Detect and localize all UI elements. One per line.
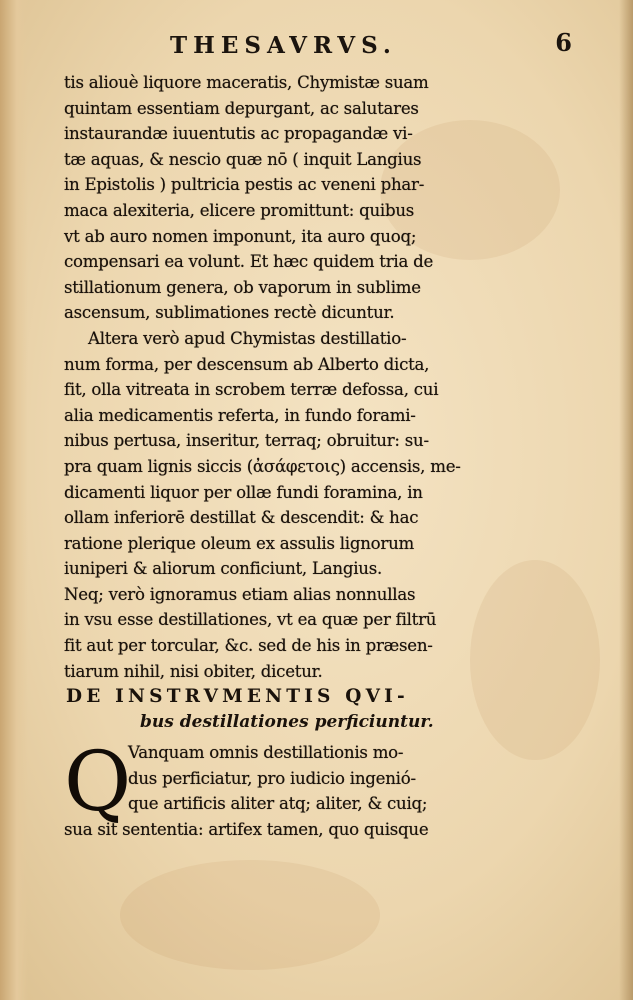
- text-line: stillationum genera, ob vaporum in sublime: [64, 277, 421, 297]
- text-line: num forma, per descensum ab Alberto dicta,: [64, 354, 430, 374]
- text-line: alia medicamentis referta, in fundo forami-: [64, 405, 416, 425]
- text-line: iuniperi & aliorum conficiunt, Langius.: [64, 559, 382, 579]
- text-line: instaurandæ iuuentutis ac propagandæ vi-: [64, 124, 413, 144]
- text-line: sua sit sententia: artifex tamen, quo quisque: [64, 819, 429, 839]
- text-line: vt ab auro nomen imponunt, ita auro quoq;: [64, 226, 417, 246]
- running-head: THESAVRVS.: [170, 32, 397, 59]
- text-line: nibus pertusa, inseritur, terraq; obruitur: su-: [64, 431, 429, 451]
- text-line: fit aut per torcular, &c. sed de his in præsen-: [64, 636, 433, 656]
- text-line: ascensum, sublimationes rectè dicuntur.: [64, 303, 395, 323]
- text-line: in vsu esse destillationes, vt ea quæ per filtrū: [64, 610, 437, 630]
- paragraph-start-line: Altera verò apud Chymistas destillatio-: [88, 328, 407, 348]
- text-line: dicamenti liquor per ollæ fundi foramina, in: [64, 482, 423, 502]
- text-line: que artificis aliter atq; aliter, & cuiq;: [128, 794, 428, 814]
- drop-cap: Q: [64, 735, 132, 830]
- text-line: ratione plerique oleum ex assulis lignorum: [64, 533, 415, 553]
- text-line: tis aliouè liquore maceratis, Chymistæ suam: [64, 73, 429, 92]
- page-gutter-shadow: [0, 0, 28, 1000]
- section-heading-subline: bus destillationes perficiuntur.: [140, 712, 434, 732]
- text-line: dus perficiatur, pro iudicio ingenió-: [128, 768, 416, 788]
- text-line: tiarum nihil, nisi obiter, dicetur.: [64, 661, 323, 681]
- page-number: 6: [555, 28, 572, 57]
- text-line: tæ aquas, & nescio quæ nō ( inquit Langius: [64, 149, 422, 169]
- page-header: [60, 26, 580, 66]
- paper-stain: [120, 860, 380, 970]
- text-line: fit, olla vitreata in scrobem terræ defossa, cui: [64, 380, 439, 400]
- body-text: [64, 70, 496, 684]
- section-heading: [66, 684, 506, 734]
- text-line: compensari ea volunt. Et hæc quidem tria de: [64, 252, 434, 272]
- section-heading-line: DE INSTRVMENTIS QVI-: [66, 686, 409, 707]
- section-body: [64, 735, 504, 842]
- page-edge-shadow: [619, 0, 633, 1000]
- text-line: maca alexiteria, elicere promittunt: quibus: [64, 200, 415, 220]
- text-line: ollam inferiorē destillat & descendit: & hac: [64, 508, 419, 528]
- text-line: in Epistolis ) pultricia pestis ac veneni phar-: [64, 175, 425, 195]
- text-line: pra quam lignis siccis (ἀσάφετοις) accensis, me-: [64, 456, 461, 476]
- text-line: quintam essentiam depurgant, ac salutares: [64, 98, 419, 118]
- text-line: Neq; verò ignoramus etiam alias nonnullas: [64, 584, 416, 604]
- text-line: Vanquam omnis destillationis mo-: [128, 743, 404, 762]
